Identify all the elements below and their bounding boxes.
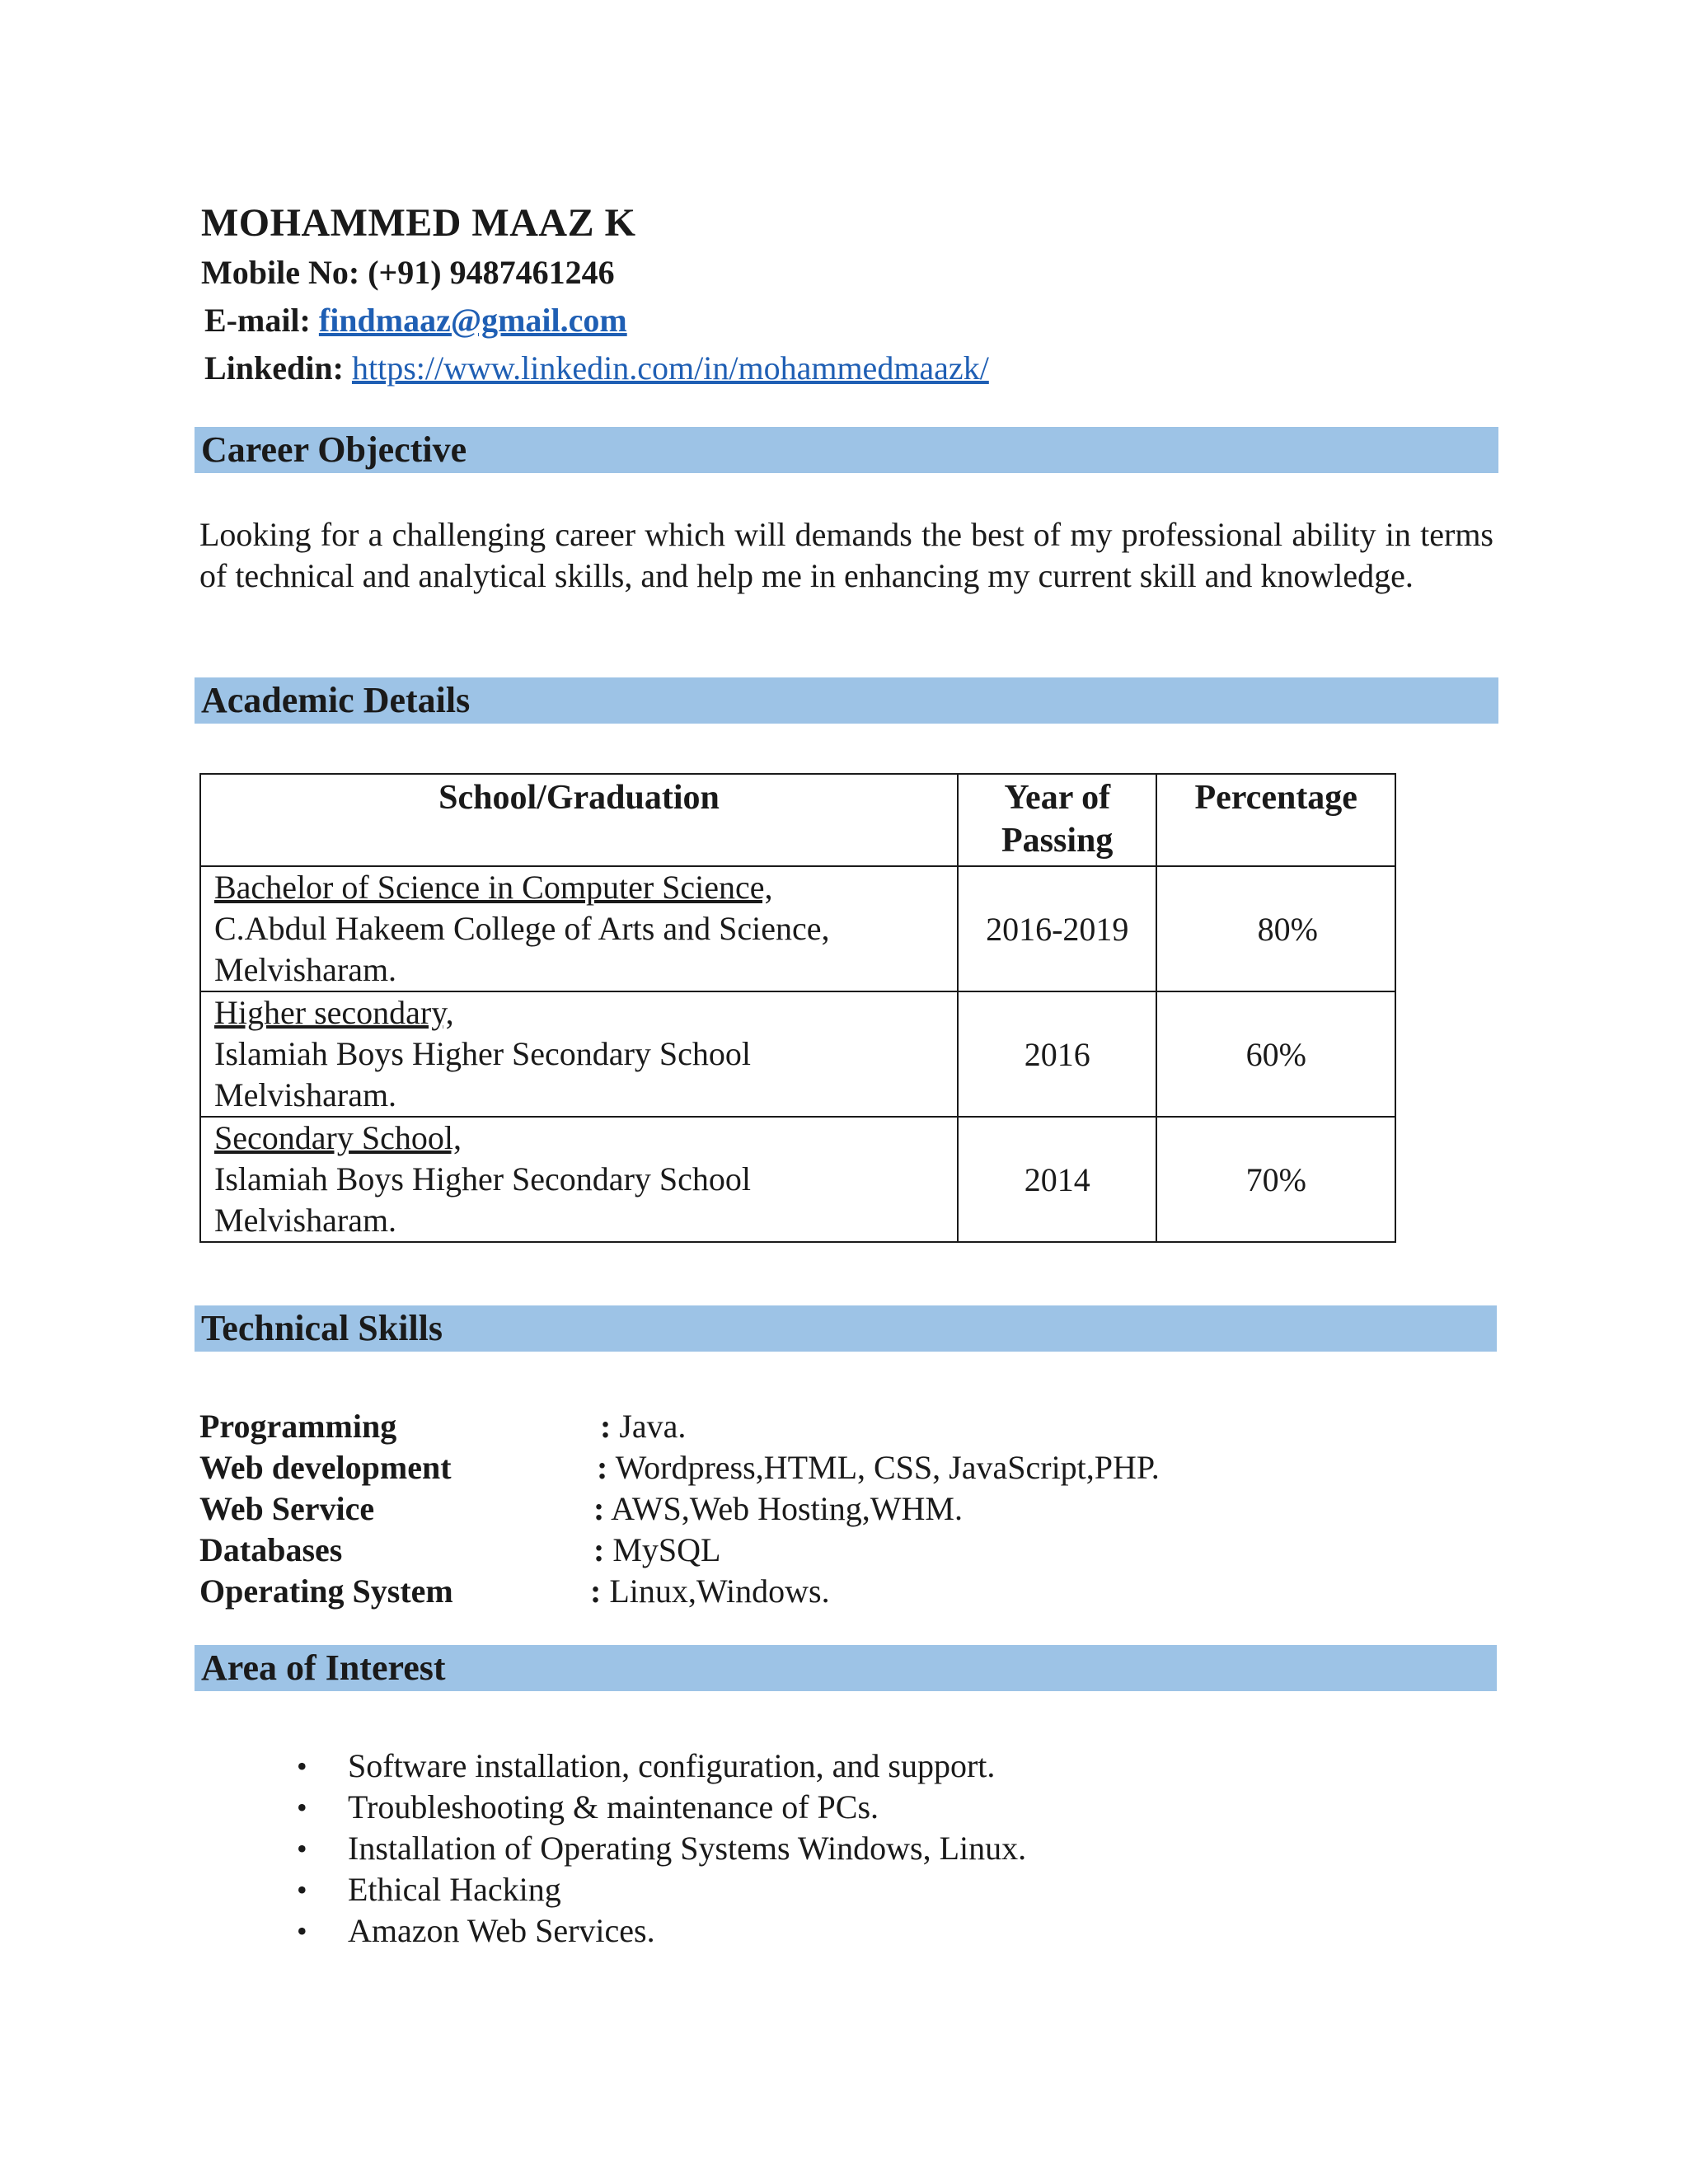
school-cell [200,1117,958,1242]
section-title-area-of-interest: Area of Interest [201,1647,446,1688]
objective-paragraph: Looking for a challenging career which will demands the best of my professional ability in terms of technical and analytical skills, and help me in enhancing my current skill and knowledge. [199,516,1493,594]
linkedin-label: Linkedin: [204,349,344,387]
table-row [200,1117,1395,1242]
institution-name: Islamiah Boys Higher Secondary School [214,1160,751,1197]
bullet-icon: • [297,1750,307,1783]
academic-table-header-row [200,774,1395,866]
skill-label: Programming [199,1408,397,1445]
percentage-cell: 70% [1156,1117,1395,1242]
section-bar-area-of-interest [195,1645,1497,1691]
section-bar-academic-details [195,677,1498,724]
skill-value [590,1571,830,1612]
school-cell [200,991,958,1117]
table-row [200,866,1395,991]
header-year-line1: Year of [1004,779,1111,817]
bullet-icon: • [297,1832,307,1865]
table-row [200,991,1395,1117]
skill-label: Web development [199,1449,452,1486]
linkedin-line [201,344,1520,392]
skill-value [593,1530,720,1571]
institution-name: C.Abdul Hakeem College of Arts and Science, [214,910,830,947]
mobile-label: Mobile No: [201,254,360,291]
skill-label: Databases [199,1531,343,1568]
candidate-name: MOHAMMED MAAZ K [201,201,636,245]
bullet-icon: • [297,1915,307,1947]
contact-header [201,198,1520,392]
list-item [297,1746,1026,1787]
school-cell [200,866,958,991]
institution-place: Melvisharam. [214,1202,397,1239]
skill-text: AWS,Web Hosting,WHM. [604,1490,963,1527]
skill-text: MySQL [604,1531,721,1568]
section-bar-career-objective [195,427,1498,473]
email-link[interactable]: findmaaz@gmail.com [318,302,627,339]
skill-label: Web Service [199,1490,375,1527]
skill-value [600,1406,686,1447]
institution-name: Islamiah Boys Higher Secondary School [214,1035,751,1072]
skill-colon: : [593,1490,605,1527]
header-percentage: Percentage [1156,774,1395,866]
skill-text: Linux,Windows. [601,1572,830,1610]
year-cell: 2014 [958,1117,1156,1242]
degree-name: Secondary School, [214,1119,462,1156]
list-item [297,1869,1026,1910]
institution-place: Melvisharam. [214,1076,397,1113]
skill-text: Java. [611,1408,687,1445]
interest-text: Ethical Hacking [348,1871,561,1908]
interest-text: Troubleshooting & maintenance of PCs. [348,1788,879,1825]
skill-label: Operating System [199,1572,453,1610]
year-cell: 2016-2019 [958,866,1156,991]
section-title-academic-details: Academic Details [201,680,471,720]
bullet-icon: • [297,1873,307,1906]
year-cell: 2016 [958,991,1156,1117]
mobile-value: (+91) 9487461246 [368,254,615,291]
section-bar-technical-skills [195,1305,1497,1352]
skill-colon: : [590,1572,602,1610]
academic-table [199,773,1396,1243]
list-item [297,1787,1026,1828]
header-year-line2: Passing [1001,822,1114,860]
section-title-career-objective: Career Objective [201,429,467,470]
skill-text: Wordpress,HTML, CSS, JavaScript,PHP. [607,1449,1160,1486]
skill-value [593,1488,963,1530]
header-school: School/Graduation [200,774,958,866]
skill-colon: : [597,1449,608,1486]
skill-value [597,1447,1160,1488]
interest-text: Amazon Web Services. [348,1912,655,1949]
interest-list [297,1746,1026,1952]
interest-text: Installation of Operating Systems Windows, Linux. [348,1830,1027,1867]
skill-colon: : [593,1531,605,1568]
email-line [201,297,1520,344]
list-item [297,1910,1026,1952]
degree-name: Higher secondary, [214,994,454,1031]
mobile-line [201,249,1520,297]
email-label: E-mail: [204,302,311,339]
institution-place: Melvisharam. [214,951,397,988]
list-item [297,1828,1026,1869]
section-title-technical-skills: Technical Skills [201,1308,443,1348]
percentage-cell: 60% [1156,991,1395,1117]
header-year [958,774,1156,866]
bullet-icon: • [297,1791,307,1824]
degree-name: Bachelor of Science in Computer Science, [214,869,773,906]
skill-colon: : [600,1408,612,1445]
percentage-cell: 80% [1156,866,1395,991]
linkedin-link[interactable]: https://www.linkedin.com/in/mohammedmaazk/ [351,349,989,387]
interest-text: Software installation, configuration, and support. [348,1747,996,1784]
